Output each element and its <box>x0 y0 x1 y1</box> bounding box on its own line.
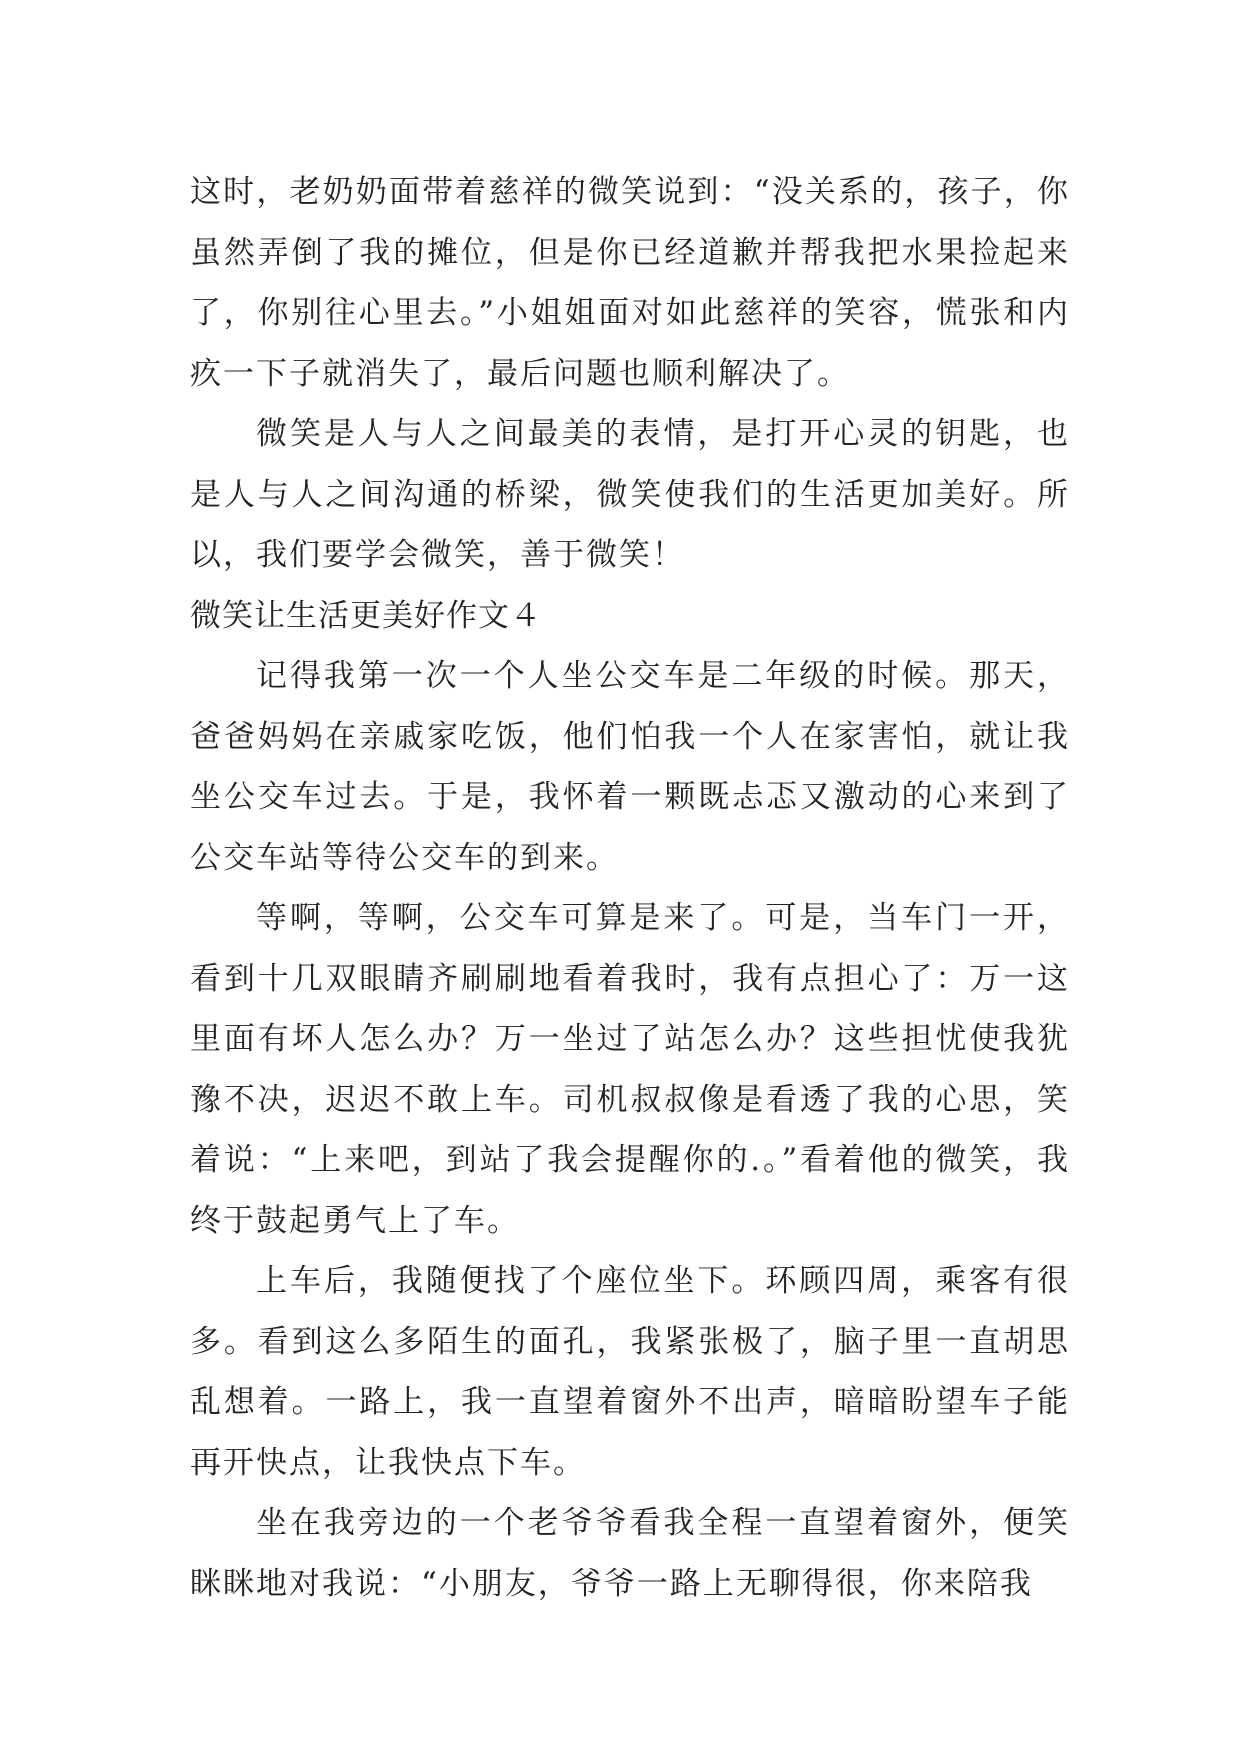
document-body <box>190 162 1070 1614</box>
paragraph-on-the-bus: 上车后，我随便找了个座位坐下。环顾四周，乘客有很多。看到这么多陌生的面孔，我紧张极了，脑子里一直胡思乱想着。一路上，我一直望着窗外不出声，暗暗盼望车子能再开快点，让我快点下车。 <box>190 1263 1070 1481</box>
paragraph-bus-arrives: 等啊，等啊，公交车可算是来了。可是，当车门一开，看到十几双眼睛齐刷刷地看着我时，我有点担心了：万一这里面有坏人怎么办？万一坐过了站怎么办？这些担忧使我犹豫不决，迟迟不敢上车。司机叔叔像是看透了我的心思，笑着说：“上来吧，到站了我会提醒你的.。”看着他的微笑，我终于鼓起勇气上了车。 <box>190 900 1070 1239</box>
section-title: 微笑让生活更美好作文４ <box>190 597 542 634</box>
paragraph-continuation: 这时，老奶奶面带着慈祥的微笑说到：“没关系的，孩子，你虽然弄倒了我的摊位，但是你已经道歉并帮我把水果捡起来了，你别往心里去。”小姐姐面对如此慈祥的笑容，慌张和内疚一下子就消失了，最后问题也顺利解决了。 <box>190 174 1070 392</box>
paragraph-old-grandpa: 坐在我旁边的一个老爷爷看我全程一直望着窗外，便笑眯眯地对我说：“小朋友，爷爷一路上无聊得很，你来陪我 <box>190 1505 1070 1602</box>
paragraph-smile-conclusion: 微笑是人与人之间最美的表情，是打开心灵的钥匙，也是人与人之间沟通的桥梁，微笑使我们的生活更加美好。所以，我们要学会微笑，善于微笑！ <box>190 416 1070 573</box>
paragraph-first-bus-ride: 记得我第一次一个人坐公交车是二年级的时候。那天，爸爸妈妈在亲戚家吃饭，他们怕我一个人在家害怕，就让我坐公交车过去。于是，我怀着一颗既忐忑又激动的心来到了公交车站等待公交车的到来。 <box>190 658 1070 876</box>
